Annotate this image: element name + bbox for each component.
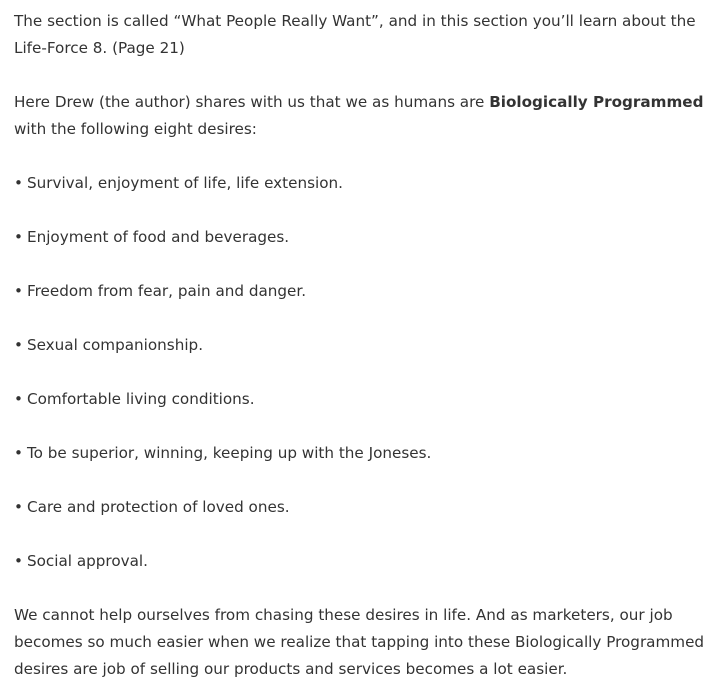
closing-paragraph: We cannot help ourselves from chasing these desires in life. And as marketers, our job becomes so much easier when we realize that tapping into these Biologically Programmed desires are job of selling our products and services becomes a lot easier.: [14, 606, 705, 678]
list-item: [14, 224, 720, 251]
bullet-icon: •: [14, 444, 23, 462]
list-item: [14, 170, 720, 197]
bullet-icon: •: [14, 390, 23, 408]
list-item: [14, 440, 720, 467]
bullet-icon: •: [14, 552, 23, 570]
list-item-text: Freedom from fear, pain and danger.: [26, 282, 307, 300]
list-item-text: To be superior, winning, keeping up with the Joneses.: [26, 444, 432, 462]
list-item: [14, 332, 720, 359]
bullet-icon: •: [14, 228, 23, 246]
list-item-text: Enjoyment of food and beverages.: [26, 228, 290, 246]
lead-paragraph: [14, 89, 706, 143]
bullet-icon: •: [14, 282, 23, 300]
list-item-text: Care and protection of loved ones.: [26, 498, 290, 516]
desires-list: [14, 170, 720, 575]
bullet-icon: •: [14, 498, 23, 516]
lead-text-before: Here Drew (the author) shares with us that we as humans are: [14, 93, 490, 111]
lead-text-after: with the following eight desires:: [14, 120, 257, 138]
bullet-icon: •: [14, 174, 23, 192]
list-item-text: Survival, enjoyment of life, life extension.: [26, 174, 343, 192]
list-item-text: Comfortable living conditions.: [26, 390, 255, 408]
list-item: [14, 548, 720, 575]
bullet-icon: •: [14, 336, 23, 354]
list-item: [14, 494, 720, 521]
list-item-text: Social approval.: [26, 552, 148, 570]
list-item: [14, 278, 720, 305]
list-item: [14, 386, 720, 413]
list-item-text: Sexual companionship.: [26, 336, 204, 354]
intro-paragraph: The section is called “What People Really Want”, and in this section you’ll learn about the Life-Force 8. (Page 21): [14, 12, 696, 57]
biologically-programmed-emphasis: Biologically Programmed: [489, 93, 704, 111]
